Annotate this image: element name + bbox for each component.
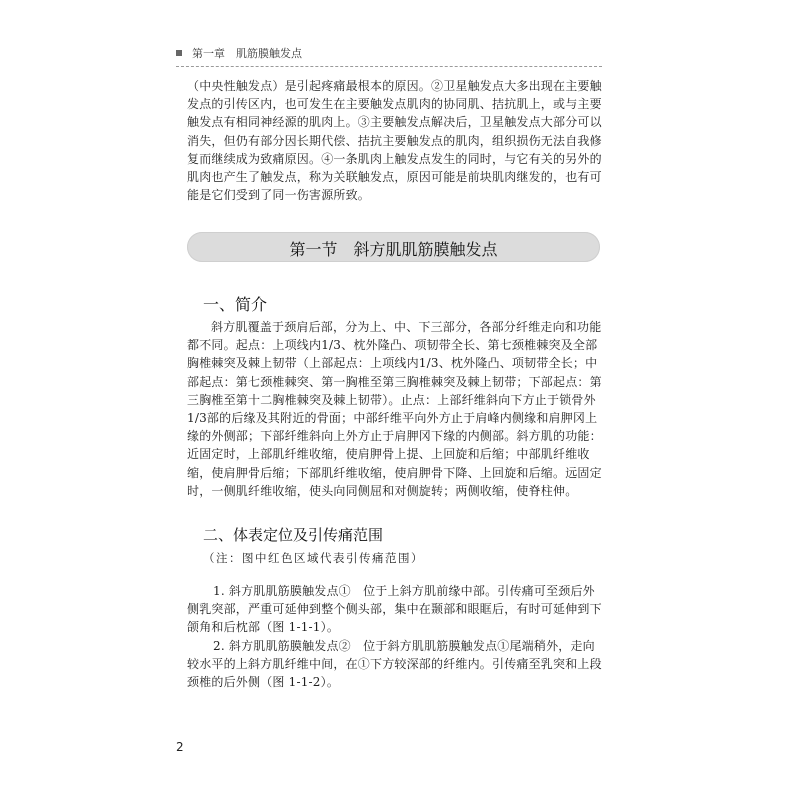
heading-introduction: 一、简介 [203,295,268,314]
intro-paragraph: （中央性触发点）是引起疼痛最根本的原因。②卫星触发点大多出现在主要触发点的引传区内，也可发生在主要触发点肌肉的协同肌、拮抗肌上，或与主要触发点有相同神经源的肌肉上。③主要触发点解决后，卫星触发点大部分可以消失，但仍有部分因长期代偿、拮抗主要触发点的肌肉，组织损伤无法自我修复而继续成为致痛原因。④一条肌肉上触发点发生的同时，与它有关的另外的肌肉也产生了触发点，称为关联触发点，原因可能是前块肌肉继发的，也有可能是它们受到了同一伤害源所致。 [187,79,602,203]
introduction-body: 斜方肌覆盖于颈肩后部，分为上、中、下三部分，各部分纤维走向和功能都不同。起点：上项线内1/3、枕外隆凸、项韧带全长、第七颈椎棘突及全部胸椎棘突及棘上韧带（上部起点：上项线内1/3、枕外隆凸、项韧带全长；中部起点：第七颈椎棘突、第一胸椎至第三胸椎棘突及棘上韧带；下部起点：第三胸椎至第十二胸椎棘突及棘上韧带）。止点：上部纤维斜向下方止于锁骨外1/3部的后缘及其附近的骨面；中部纤维平向外方止于肩峰内侧缘和肩胛冈上缘的外侧部；下部纤维斜向上外方止于肩胛冈下缘的内侧部。斜方肌的功能：近固定时，上部肌纤维收缩，使肩胛骨上提、上回旋和后缩；中部肌纤维收缩，使肩胛骨后缩；下部肌纤维收缩，使肩胛骨下降、上回旋和后缩。远固定时，一侧肌纤维收缩，使头向同侧屈和对侧旋转；两侧收缩，使脊柱伸。 [187,320,602,498]
section-title: 第一节 斜方肌肌筋膜触发点 [289,240,498,259]
chapter-title: 第一章 肌筋膜触发点 [192,47,302,60]
section-banner [187,232,600,262]
heading-location-note: （注：图中红色区域代表引传痛范围） [203,551,424,565]
header-square-icon [176,50,182,56]
heading-location-main: 二、体表定位及引传痛范围 [203,526,384,544]
trigger-point-item-2: 2. 斜方肌肌筋膜触发点② 位于斜方肌肌筋膜触发点①尾端稍外，走向较水平的上斜方肌纤维中间，在①下方较深部的纤维内。引传痛至乳突和上段颈椎的后外侧（图 1-1-2）。 [187,639,602,690]
page-number: 2 [176,740,184,754]
trigger-point-item-1: 1. 斜方肌肌筋膜触发点① 位于上斜方肌前缘中部。引传痛可至颈后外侧乳突部，严重可延伸到整个侧头部，集中在颞部和眼眶后，有时可延伸到下颌角和后枕部（图 1-1-1）。 [187,584,602,635]
heading-location-and-pain [203,524,603,569]
running-header [176,44,602,67]
